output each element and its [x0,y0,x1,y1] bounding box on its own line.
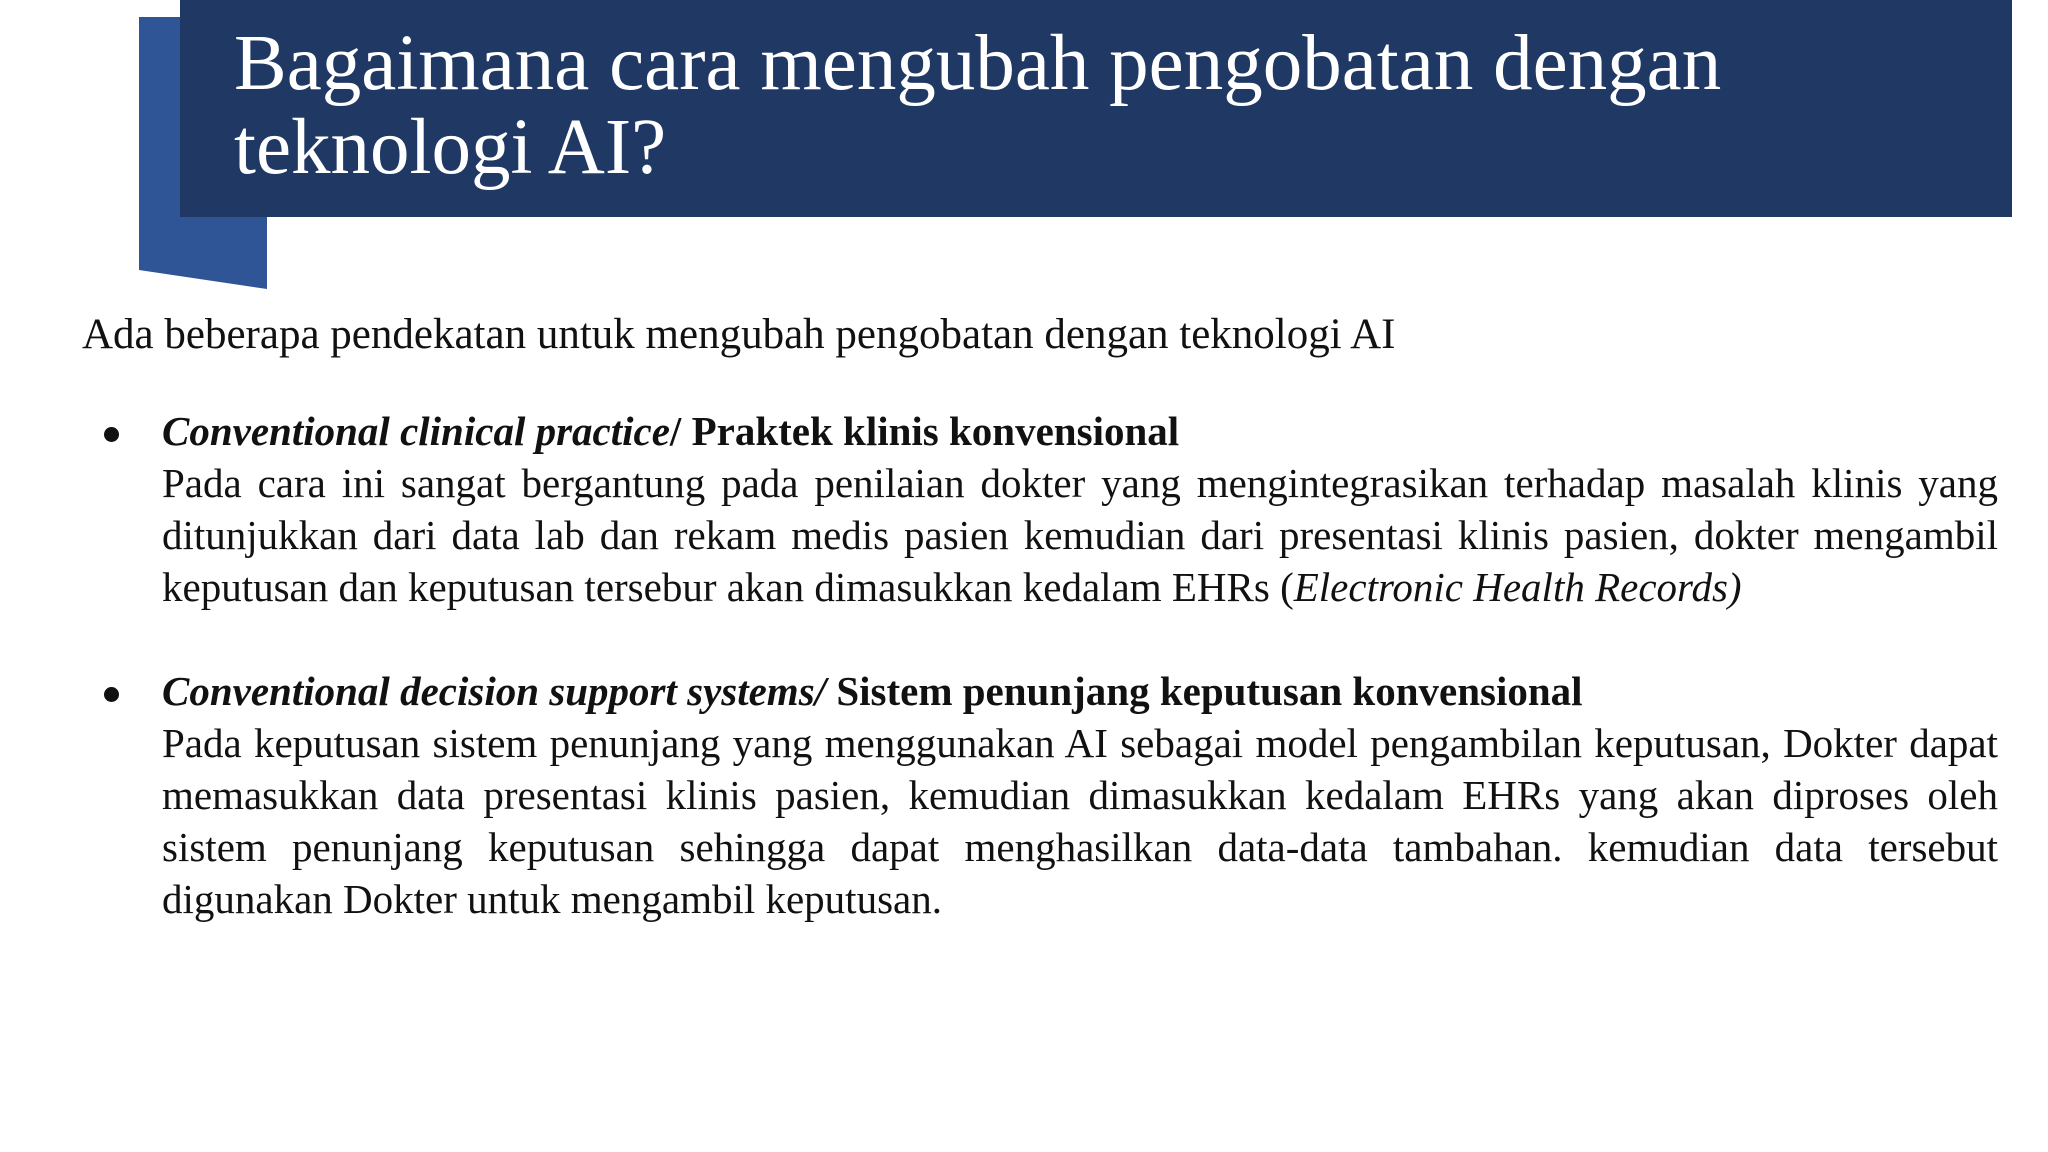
body-text: Pada keputusan sistem penunjang yang menggunakan AI sebagai model pengambilan keputusan, Dokter dapat memasukkan data presentasi klinis pasien, kemudian dimasukkan kedalam EHRs yang akan diproses oleh sistem penunjang keputusan sehingga dapat menghasilkan data-data tambahan. kemudian data tersebut digunakan Dokter untuk mengambil keputusan. [162,720,1998,922]
heading-separator: / [669,408,692,454]
item-body [162,717,1998,925]
bullet-dot-icon [104,427,119,442]
heading-english: Conventional clinical practice [162,408,670,454]
body-emphasis: Electronic Health Records) [1293,564,1742,610]
slide-title: Bagaimana cara mengubah pengobatan dengan teknologi AI? [234,20,1722,191]
heading-indonesian: Sistem penunjang keputusan konvensional [836,668,1583,714]
bullet-item-decision-support [0,665,1998,925]
bullet-dot-icon [104,687,119,702]
body-text: Pada cara ini sangat bergantung pada penilaian dokter yang mengintegrasikan terhadap masalah klinis yang ditunjukkan dari data lab dan rekam medis pasien kemudian dari presentasi klinis pasien, dokter mengambil keputusan dan keputusan tersebur akan dimasukkan kedalam EHRs ( [162,460,1998,610]
heading-separator [826,668,836,714]
item-heading [162,665,1998,717]
heading-english: Conventional decision support systems/ [162,668,827,714]
item-heading [162,405,1998,457]
item-body [162,457,1998,613]
intro-text: Ada beberapa pendekatan untuk mengubah pengobatan dengan teknologi AI [82,311,1396,358]
bullet-item-clinical-practice [0,405,1998,613]
heading-indonesian: Praktek klinis konvensional [691,408,1180,454]
bullet-list [0,405,2048,977]
